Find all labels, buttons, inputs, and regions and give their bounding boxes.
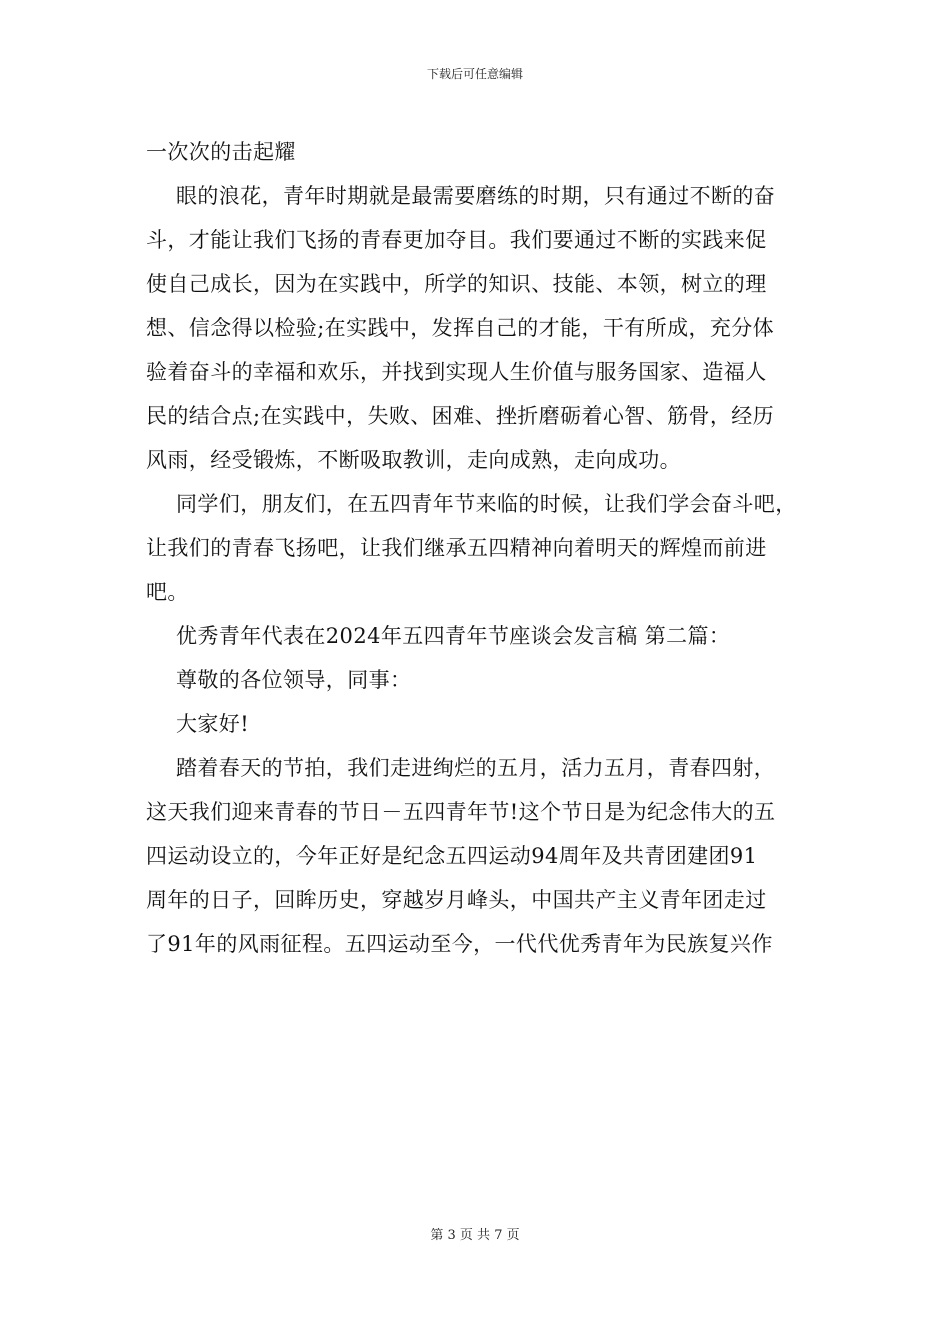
text-line: 让我们的青春飞扬吧，让我们继承五四精神向着明天的辉煌而前进 bbox=[146, 536, 767, 560]
greeting: 大家好! bbox=[176, 712, 250, 736]
text-line: 使自己成长，因为在实践中，所学的知识、技能、本领，树立的理 bbox=[146, 272, 767, 296]
document-body bbox=[146, 130, 812, 966]
text-line: 四运动设立的，今年正好是纪念五四运动94周年及共青团建团91 bbox=[146, 844, 758, 868]
text-line: 风雨，经受锻炼，不断吸取教训，走向成熟，走向成功。 bbox=[146, 448, 681, 472]
text-line: 同学们，朋友们，在五四青年节来临的时候，让我们学会奋斗吧， bbox=[176, 492, 797, 516]
page-footer: 第 3 页 共 7 页 bbox=[430, 1228, 520, 1243]
text-line: 了91年的风雨征程。五四运动至今，一代代优秀青年为民族复兴作 bbox=[146, 932, 773, 956]
text-line: 吧。 bbox=[146, 580, 189, 604]
section-heading: 优秀青年代表在2024年五四青年节座谈会发言稿 第二篇： bbox=[176, 624, 731, 648]
text-line: 这天我们迎来青春的节日－五四青年节!这个节日是为纪念伟大的五 bbox=[146, 800, 776, 824]
text-line: 验着奋斗的幸福和欢乐，并找到实现人生价值与服务国家、造福人 bbox=[146, 360, 767, 384]
text-line: 民的结合点;在实践中，失败、困难、挫折磨砺着心智、筋骨，经历 bbox=[146, 404, 775, 428]
text-line: 斗，才能让我们飞扬的青春更加夺目。我们要通过不断的实践来促 bbox=[146, 228, 767, 252]
page-header: 下载后可任意编辑 bbox=[426, 67, 523, 81]
text-line: 周年的日子，回眸历史，穿越岁月峰头，中国共产主义青年团走过 bbox=[146, 888, 767, 912]
text-line: 想、信念得以检验;在实践中，发挥自己的才能，干有所成，充分体 bbox=[146, 316, 775, 340]
text-line: 踏着春天的节拍，我们走进绚烂的五月，活力五月，青春四射， bbox=[176, 756, 776, 780]
salutation: 尊敬的各位领导，同事： bbox=[176, 668, 412, 692]
text-line: 眼的浪花，青年时期就是最需要磨练的时期，只有通过不断的奋 bbox=[176, 184, 776, 208]
text-line: 一次次的击起耀 bbox=[146, 140, 296, 164]
